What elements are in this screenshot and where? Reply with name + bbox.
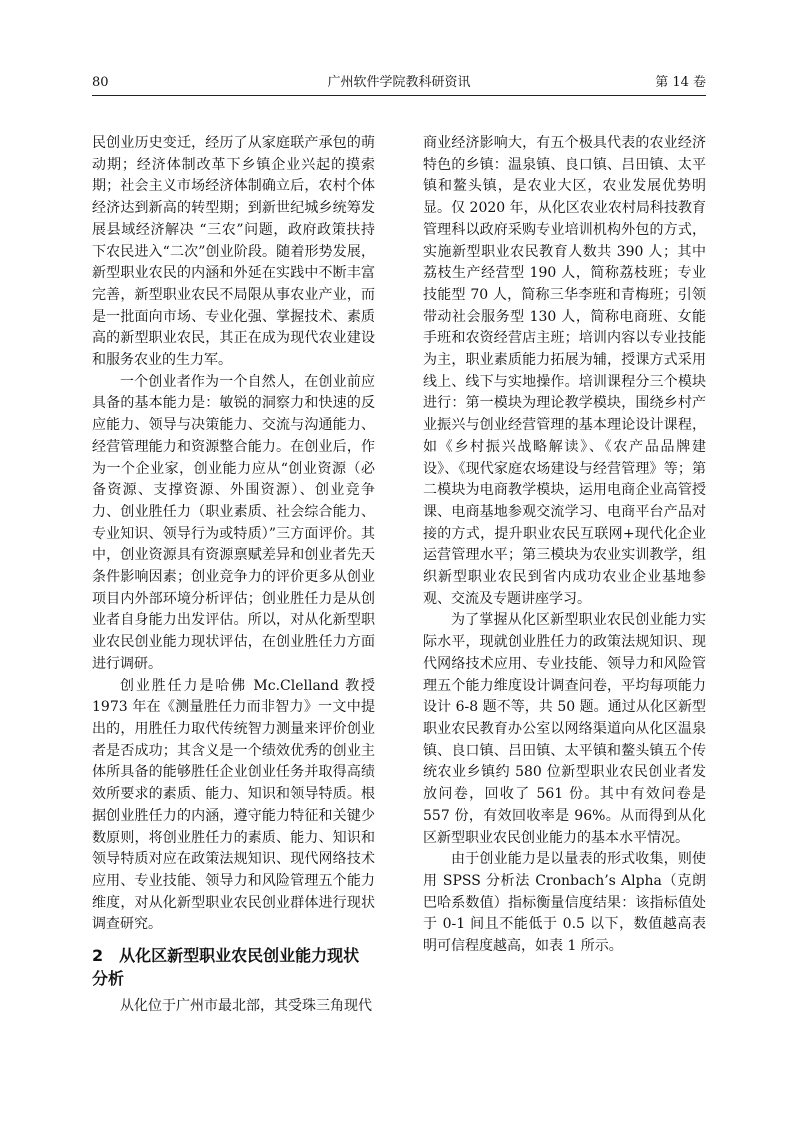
paragraph: 创业胜任力是哈佛 Mc.Clelland 教授 1973 年在《测量胜任力而非智力》一文中提出的，用胜任力取代传统智力测量来评价创业者是否成功；其含义是一个绩效优秀的创业主体所具备的能够胜任企业创业任务并取得高绩效所要求的素质、能力、知识和领导特质。根据创业胜任力的内涵，遵守能力特征和关键少数原则，将创业胜任力的素质、能力、知识和领导特质对应在政策法规知识、现代网络技术应用、专业技能、领导力和风险管理五个能力维度，对从化新型职业农民创业群体进行现状调查研究。 <box>92 677 375 933</box>
header-rule <box>92 95 706 96</box>
left-column <box>92 133 375 1018</box>
page-number: 80 <box>92 75 109 90</box>
section-heading: 2 从化区新型职业农民创业能力现状分析 <box>92 946 360 989</box>
paragraph: 由于创业能力是以量表的形式收集，则使用 SPSS 分析法 Cronbach’s Alpha（克朗巴哈系数值）指标衡量信度结果：该指标值处于 0-1 间且不能低于 0.5 以下，数值越高表明可信程度越高，如表 1 所示。 <box>423 851 706 955</box>
paragraph: 民创业历史变迁，经历了从家庭联产承包的萌动期；经济体制改革下乡镇企业兴起的摸索期；社会主义市场经济体制确立后，农村个体经济达到新高的转型期；到新世纪城乡统筹发展县域经济解决 “三农”问题，政府政策扶持下农民进入“二次”创业阶段。随着形势发展，新型职业农民的内涵和外延在实践中不断丰富完善，新型职业农民不局限从事农业产业，而是一批面向市场、专业化强、掌握技术、素质高的新型职业农民，其正在成为现代农业建设和服务农业的生力军。 <box>92 135 375 369</box>
paragraph: 商业经济影响大，有五个极具代表的农业经济特色的乡镇：温泉镇、良口镇、吕田镇、太平镇和鳌头镇，是农业大区，农业发展优势明显。仅 2020 年，从化区农业农村局科技教育管理科以政府采购专业培训机构外包的方式，实施新型职业农民教育人数共 390 人；其中荔枝生产经营型 190 人，简称荔枝班；专业技能型 70 人，简称三华李班和青梅班；引领带动社会服务型 130 人，简称电商班、女能手班和农资经营店主班；培训内容以专业技能为主，职业素质能力拓展为辅，授课方式采用线上、线下与实地操作。培训课程分三个模块进行：第一模块为理论教学模块，围绕乡村产业振兴与创业经营管理的基本理论设计课程，如《乡村振兴战略解读》、《农产品品牌建设》、《现代家庭农场建设与经营管理》等；第二模块为电商教学模块，运用电商企业高管授课、电商基地参观交流学习、电商平台产品对接的方式，提升职业农民互联网+现代化企业运营管理水平；第三模块为农业实训教学，组织新型职业农民到省内成功农业企业基地参观、交流及专题讲座学习。 <box>423 135 706 607</box>
paragraph: 为了掌握从化区新型职业农民创业能力实际水平，现就创业胜任力的政策法规知识、现代网络技术应用、专业技能、领导力和风险管理五个能力维度设计调查问卷，平均每项能力设计 6-8 题不等，共 50 题。通过从化区新型职业农民教育办公室以网络渠道向从化区温泉镇、良口镇、吕田镇、太平镇和鳌头镇五个传统农业乡镇约 580 位新型职业农民创业者发放问卷，回收了 561 份。其中有效问卷是 557 份，有效回收率是 96%。从而得到从化区新型职业农民创业能力的基本水平情况。 <box>423 612 706 846</box>
paragraph: 一个创业者作为一个自然人，在创业前应具备的基本能力是：敏锐的洞察力和快速的反应能力、领导与决策能力、交流与沟通能力、经营管理能力和资源整合能力。在创业后，作为一个企业家，创业能力应从“创业资源（必备资源、支撑资源、外围资源）、创业竞争力、创业胜任力（职业素质、社会综合能力、专业知识、领导行为或特质）”三方面评价。其中，创业资源具有资源禀赋差异和创业者先天条件影响因素；创业竞争力的评价更多从创业项目内外部环境分析评估；创业胜任力是从创业者自身能力出发评估。所以，对从化新型职业农民创业能力现状评估，在创业胜任力方面进行调研。 <box>92 373 375 672</box>
paragraph: 从化位于广州市最北部，其受珠三角现代 <box>120 998 372 1015</box>
right-column <box>423 133 706 958</box>
volume-label: 第 14 卷 <box>655 75 706 90</box>
running-header <box>92 74 706 96</box>
journal-title: 广州软件学院教科研资讯 <box>327 75 471 90</box>
